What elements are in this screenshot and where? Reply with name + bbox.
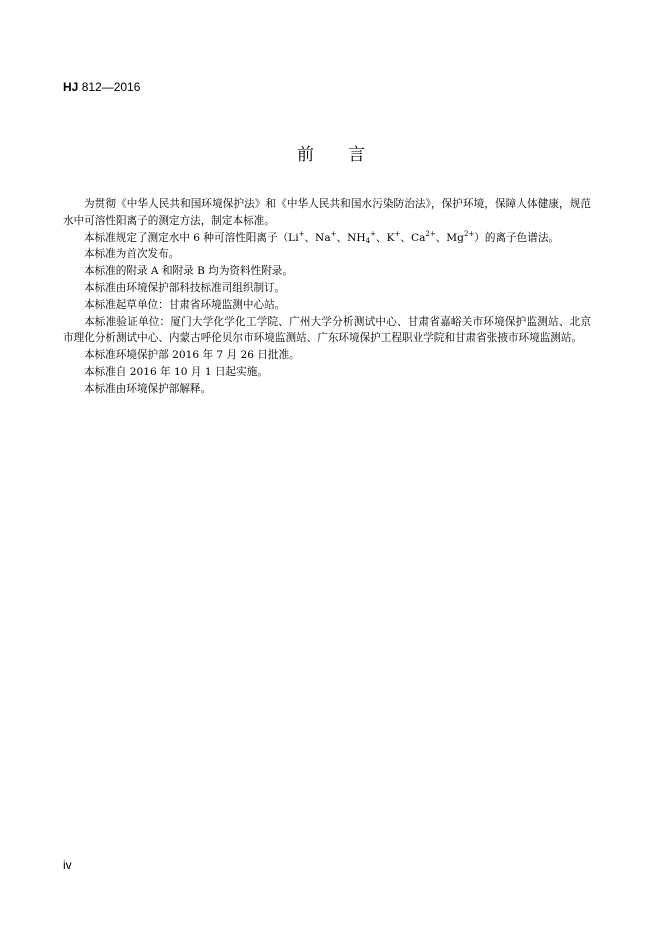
page-number: iv bbox=[63, 858, 72, 872]
paragraph-purpose: 为贯彻《中华人民共和国环境保护法》和《中华人民共和国水污染防治法》，保护环境，保障人体健康，规范水中可溶性阳离子的测定方法，制定本标准。 bbox=[63, 198, 591, 227]
scope-intro: 本标准规定了测定水中 6 种可溶性阳离子（Li bbox=[84, 231, 299, 244]
ca-charge: 2+ bbox=[425, 229, 436, 238]
scope-na: 、Na bbox=[304, 231, 331, 244]
na-charge: + bbox=[330, 229, 337, 238]
page-title bbox=[0, 144, 662, 166]
mg-charge: 2+ bbox=[463, 229, 475, 238]
scope-mg: 、Mg bbox=[435, 231, 464, 244]
standard-code-prefix: HJ bbox=[63, 80, 79, 94]
paragraph-approval: 本标准环境保护部 2016 年 7 月 26 日批准。 bbox=[84, 349, 300, 362]
paragraph-appendices: 本标准的附录 A 和附录 B 均为资料性附录。 bbox=[84, 265, 293, 278]
nh4-charge: + bbox=[370, 229, 376, 238]
scope-end: ）的离子色谱法。 bbox=[474, 231, 560, 244]
paragraph-first-release: 本标准为首次发布。 bbox=[84, 248, 180, 261]
li-charge: + bbox=[298, 229, 305, 238]
nh4-subscript: 4 bbox=[365, 236, 371, 245]
k-charge: + bbox=[394, 229, 401, 238]
paragraph-implementation: 本标准自 2016 年 10 月 1 日起实施。 bbox=[84, 365, 268, 378]
paragraph-scope bbox=[63, 230, 591, 247]
scope-ca: 、Ca bbox=[400, 231, 426, 244]
paragraph-verification-units: 本标准验证单位：厦门大学化学化工学院、广州大学分析测试中心、甘肃省嘉峪关市环境保护监测站、北京市理化分析测试中心、内蒙古呼伦贝尔市环境监测站、广东环境保护工程职业学院和甘肃省张掖市环境监测站。 bbox=[63, 315, 591, 345]
standard-code bbox=[63, 80, 140, 94]
paragraph-organizer: 本标准由环境保护部科技标准司组织制订。 bbox=[84, 281, 286, 294]
scope-k: 、K bbox=[375, 231, 395, 244]
scope-nh: 、NH bbox=[336, 231, 366, 244]
page-title-char-2: 言 bbox=[348, 145, 365, 165]
paragraph-interpretation: 本标准由环境保护部解释。 bbox=[84, 382, 212, 395]
foreword-body bbox=[63, 196, 591, 398]
standard-code-number: 812—2016 bbox=[81, 80, 141, 94]
paragraph-drafting-unit: 本标准起草单位：甘肃省环境监测中心站。 bbox=[84, 298, 286, 311]
page-title-char-1: 前 bbox=[297, 145, 314, 165]
